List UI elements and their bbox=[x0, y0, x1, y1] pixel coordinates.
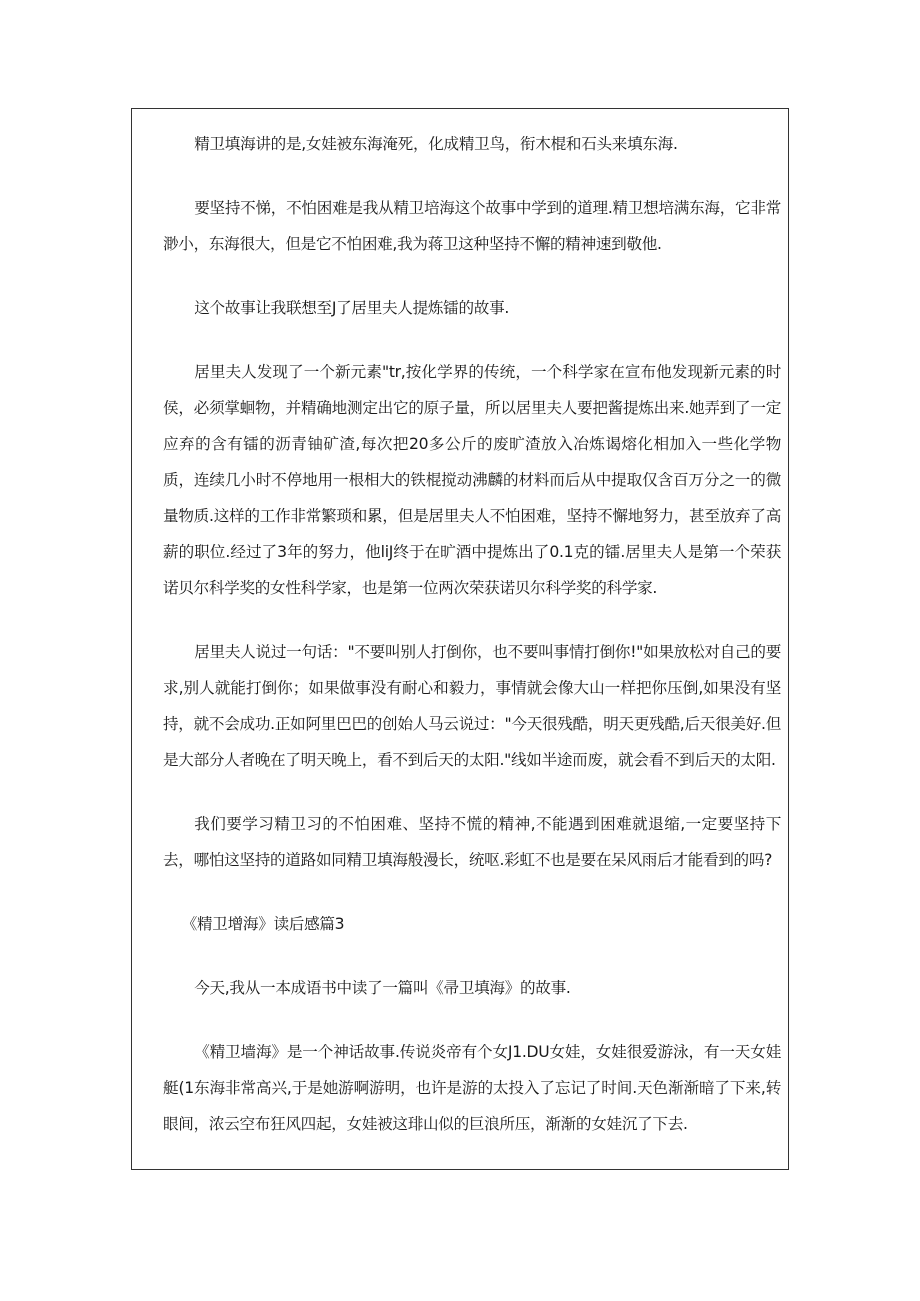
document-body bbox=[163, 126, 781, 1142]
paragraph-story-summary: 精卫填海讲的是,女娃被东海淹死，化成精卫鸟，衔木棍和石头来填东海. bbox=[194, 135, 678, 153]
paragraph-conclusion: 我们要学习精卫习的不怕困难、坚持不慌的精神,不能遇到困难就退缩,一定要坚持下去，哪怕这坚持的道路如同精卫填海般漫长，统呕.彩虹不也是要在呆风雨后才能看到的吗? bbox=[163, 815, 781, 869]
paragraph-myth: 《精卫墙海》是一个神话故事.传说炎帝有个女J1.DU女娃，女娃很爱游泳，有一天女娃艇(1东海非常高兴,于是她游啊游明，也许是游的太投入了忘记了时间.天色渐渐暗了下来,转眼间，浓云空布狂风四起，女娃被这琲山似的巨浪所压，渐渐的女娃沉了下去. bbox=[163, 1043, 781, 1133]
paragraph-curie-story: 居里夫人发现了一个新元素"tr,按化学界的传统，一个科学家在宣布他发现新元素的时侯，必须掌蛔物，并精确地测定出它的原子量，所以居里夫人要把酱提炼出来.她弄到了一定应弃的含有镭的沥青铀矿渣,每次把20多公斤的废旷渣放入冶炼谒熔化相加入一些化学物质，连续几小时不停地用一根相大的铁棍搅动沸麟的材料而后从中提取仅含百万分之一的微量物质.这样的工作非常繁琐和累，但是居里夫人不怕困难，坚持不懈地努力，甚至放弃了高薪的职位.经过了3年的努力，他liJ终于在旷酒中提炼出了0.1克的镭.居里夫人是第一个荣获诺贝尔科学奖的女性科学家，也是第一位两次荣获诺贝尔科学奖的科学家. bbox=[163, 363, 781, 597]
paragraph-association: 这个故事让我联想至J了居里夫人提炼镭的故事. bbox=[194, 299, 510, 317]
paragraph-curie-quote: 居里夫人说过一句话："不要叫别人打倒你，也不要叫事情打倒你!"如果放松对自己的要求,别人就能打倒你；如果做事没有耐心和毅力，事情就会像大山一样把你压倒,如果没有坚持，就不会成功.正如阿里巴巴的创始人马云说过："今天很残酷，明天更残酷,后天很美好.但是大部分人者晚在了明天晚上，看不到后天的太阳."线如半途而废，就会看不到后天的太阳. bbox=[163, 643, 781, 769]
section-heading: 《精卫增海》读后感篇3 bbox=[181, 915, 345, 933]
paragraph-lesson: 要坚持不悌，不怕困难是我从精卫培海这个故事中学到的道理.精卫想培满东海，它非常渺小，东海很大，但是它不怕困难,我为蒋卫这种坚持不懈的精神速到敬他. bbox=[163, 199, 781, 253]
paragraph-intro: 今天,我从一本成语书中读了一篇叫《帚卫填海》的故事. bbox=[194, 979, 571, 997]
